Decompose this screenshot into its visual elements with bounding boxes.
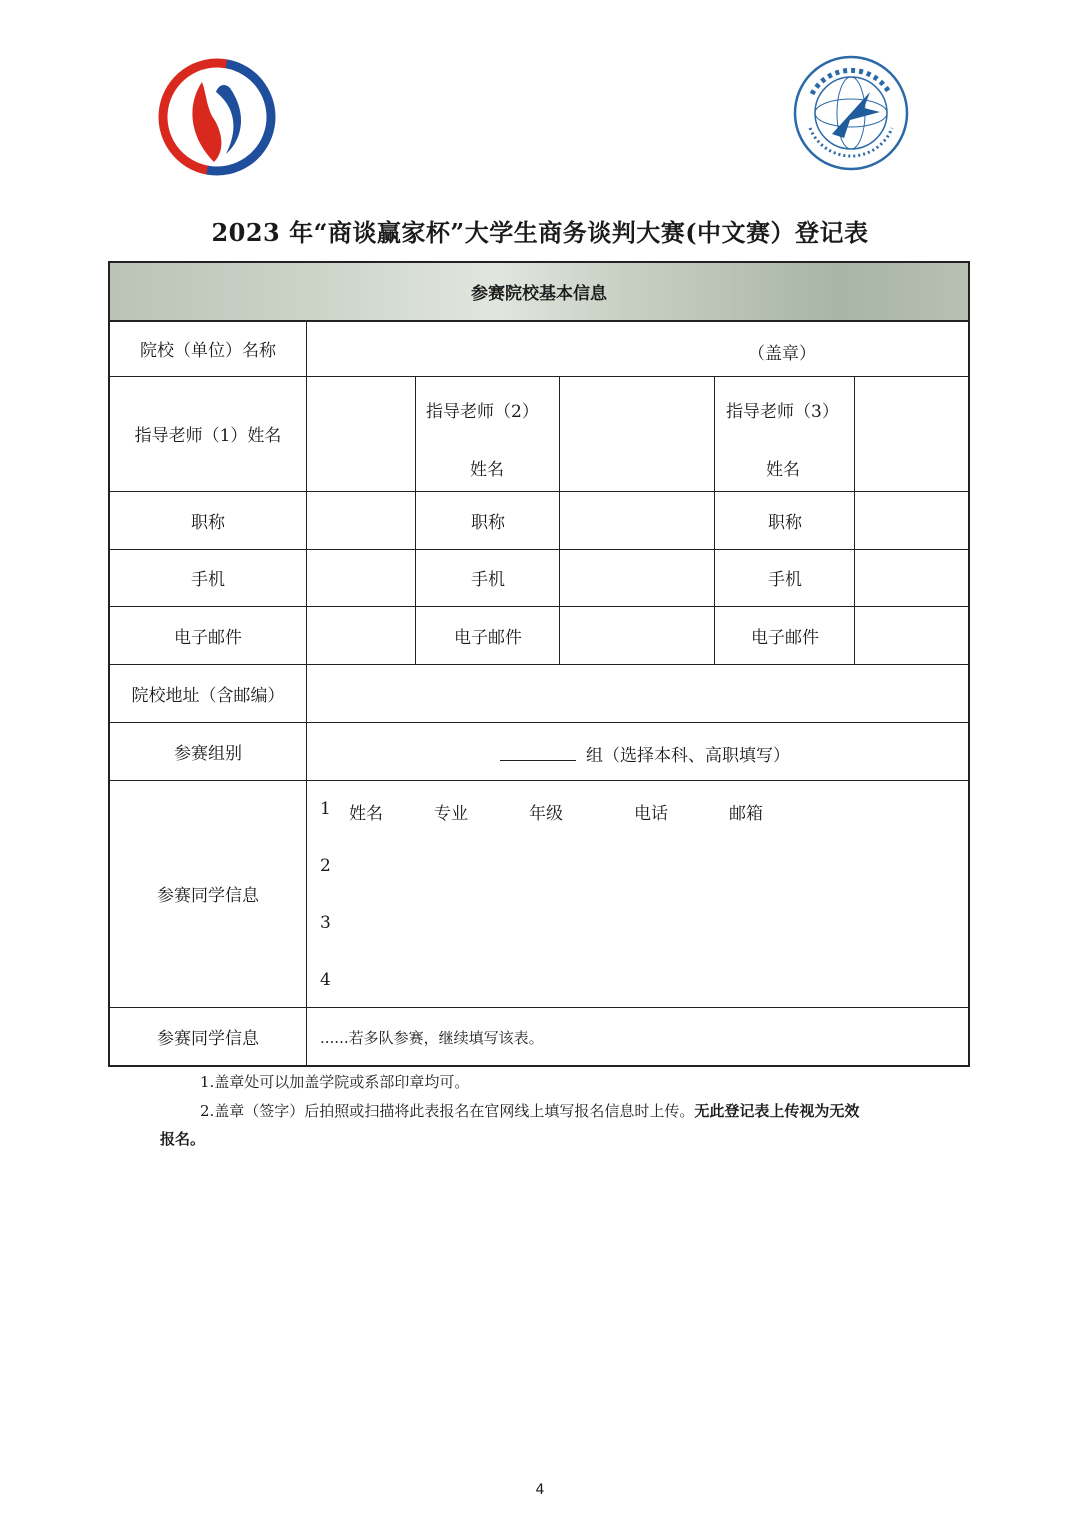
- competition-logo: [156, 58, 278, 176]
- students-label: 参赛同学信息: [157, 886, 259, 906]
- advisor2-title-field[interactable]: [561, 491, 714, 549]
- page-number: 4: [535, 1482, 545, 1498]
- more-teams-note: ......若多队参赛，继续填写该表。: [320, 1029, 544, 1047]
- advisor1-email-field[interactable]: [308, 606, 415, 664]
- note-2-continued: 报名。: [160, 1130, 206, 1148]
- advisor3-name-label-2: 姓名: [766, 460, 800, 480]
- student-column-name: 姓名: [349, 804, 383, 824]
- advisor3-title-field[interactable]: [856, 491, 968, 549]
- advisor1-title-field[interactable]: [308, 491, 415, 549]
- advisor2-phone-field[interactable]: [561, 549, 714, 606]
- seal-label: （盖章）: [748, 344, 816, 364]
- advisor3-phone-field[interactable]: [856, 549, 968, 606]
- advisor3-name-field[interactable]: [856, 376, 968, 491]
- address-label: 院校地址（含邮编）: [131, 685, 285, 706]
- advisor1-phone-label: 手机: [191, 570, 225, 590]
- more-students-label: 参赛同学信息: [157, 1028, 259, 1049]
- advisor3-name-label: 指导老师（3）: [726, 402, 839, 422]
- column-divider: [854, 376, 855, 664]
- student-column-major: 专业: [434, 804, 468, 824]
- student-column-email: 邮箱: [729, 804, 763, 824]
- university-seal: [792, 54, 910, 172]
- section-header: [110, 263, 968, 322]
- section-header-text: 参赛院校基本信息: [471, 284, 607, 304]
- advisor1-title-label: 职称: [191, 512, 225, 533]
- student-column-grade: 年级: [529, 804, 563, 824]
- advisor3-phone-label: 手机: [768, 570, 802, 590]
- student-number: 4: [320, 970, 331, 990]
- advisor3-email-field[interactable]: [856, 606, 968, 664]
- column-divider: [559, 376, 560, 664]
- column-divider: [415, 376, 416, 664]
- student-column-phone: 电话: [634, 804, 668, 824]
- column-divider: [306, 320, 307, 1065]
- advisor2-email-label: 电子邮件: [454, 627, 522, 648]
- column-divider: [714, 376, 715, 664]
- advisor1-name-field[interactable]: [308, 376, 415, 491]
- address-field[interactable]: [308, 664, 968, 722]
- advisor1-name-label: 指导老师（1）姓名: [134, 426, 282, 446]
- group-hint: 组（选择本科、高职填写）: [586, 746, 790, 766]
- advisor2-title-label: 职称: [471, 512, 505, 533]
- student-number: 3: [320, 913, 331, 933]
- school-name-field[interactable]: [308, 320, 968, 376]
- student-number: 2: [320, 856, 331, 876]
- advisor2-name-field[interactable]: [561, 376, 714, 491]
- note-2: [200, 1100, 859, 1121]
- note-1: 1.盖章处可以加盖学院或系部印章均可。: [200, 1073, 470, 1091]
- group-blank[interactable]: [500, 746, 576, 761]
- group-field[interactable]: [500, 741, 790, 766]
- advisor2-phone-label: 手机: [471, 570, 505, 590]
- note-2-text: 2.盖章（签字）后拍照或扫描将此表报名在官网线上填写报名信息时上传。: [200, 1102, 695, 1120]
- registration-form: [108, 261, 970, 1067]
- advisor3-title-label: 职称: [768, 512, 802, 533]
- page-title: 2023 年“商谈赢家杯”大学生商务谈判大赛(中文赛）登记表: [211, 218, 869, 247]
- group-label: 参赛组别: [174, 743, 242, 764]
- advisor2-name-label: 指导老师（2）: [426, 402, 539, 422]
- student-number: 1: [320, 799, 331, 819]
- advisor1-email-label: 电子邮件: [174, 627, 242, 648]
- note-2-warning: 无此登记表上传视为无效: [694, 1102, 860, 1120]
- advisor1-phone-field[interactable]: [308, 549, 415, 606]
- school-name-label: 院校（单位）名称: [140, 340, 276, 361]
- advisor2-email-field[interactable]: [561, 606, 714, 664]
- advisor2-name-label-2: 姓名: [470, 460, 504, 480]
- advisor3-email-label: 电子邮件: [751, 627, 819, 648]
